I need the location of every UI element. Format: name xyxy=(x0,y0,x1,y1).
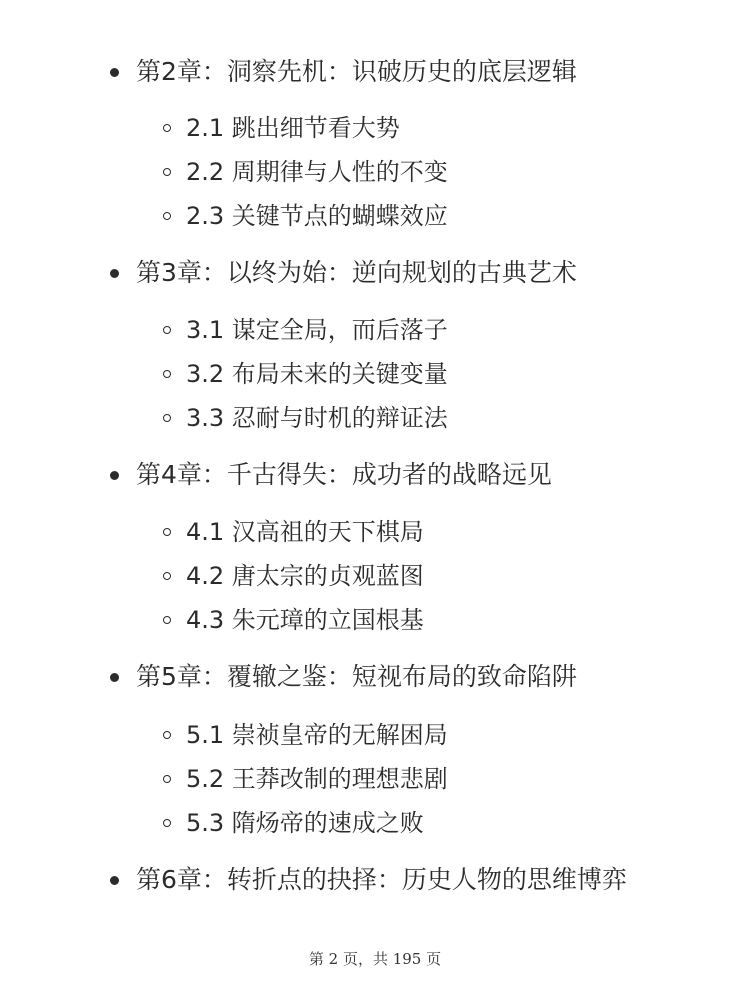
section-item xyxy=(163,715,448,755)
chapter-title: 第3章：以终为始：逆向规划的古典艺术 xyxy=(136,258,577,287)
section-title: 3.3 忍耐与时机的辩证法 xyxy=(186,404,448,432)
section-item xyxy=(163,512,424,552)
section-title: 3.1 谋定全局，而后落子 xyxy=(186,316,448,344)
hollow-bullet-icon xyxy=(163,370,171,378)
hollow-bullet-icon xyxy=(163,326,171,334)
hollow-bullet-icon xyxy=(163,572,171,580)
filled-bullet-icon xyxy=(110,876,119,885)
section-title: 4.2 唐太宗的贞观蓝图 xyxy=(186,562,424,590)
chapter-item xyxy=(110,657,577,697)
hollow-bullet-icon xyxy=(163,168,171,176)
chapter-item xyxy=(110,52,577,92)
hollow-bullet-icon xyxy=(163,775,171,783)
filled-bullet-icon xyxy=(110,269,119,278)
chapter-title: 第2章：洞察先机：识破历史的底层逻辑 xyxy=(136,57,577,86)
section-title: 4.3 朱元璋的立国根基 xyxy=(186,606,424,634)
hollow-bullet-icon xyxy=(163,414,171,422)
hollow-bullet-icon xyxy=(163,124,171,132)
section-item xyxy=(163,354,448,394)
hollow-bullet-icon xyxy=(163,819,171,827)
section-item xyxy=(163,108,400,148)
chapter-item xyxy=(110,455,552,495)
section-item xyxy=(163,759,448,799)
section-item xyxy=(163,556,424,596)
chapter-title: 第6章：转折点的抉择：历史人物的思维博弈 xyxy=(136,865,627,894)
filled-bullet-icon xyxy=(110,673,119,682)
hollow-bullet-icon xyxy=(163,616,171,624)
section-item xyxy=(163,398,448,438)
page-number-footer: 第 2 页，共 195 页 xyxy=(308,950,442,968)
chapter-item xyxy=(110,860,627,900)
chapter-item xyxy=(110,253,577,293)
section-title: 5.2 王莽改制的理想悲剧 xyxy=(186,765,448,793)
section-title: 2.1 跳出细节看大势 xyxy=(186,114,400,142)
section-title: 5.3 隋炀帝的速成之败 xyxy=(186,809,424,837)
section-title: 3.2 布局未来的关键变量 xyxy=(186,360,448,388)
section-item xyxy=(163,196,448,236)
hollow-bullet-icon xyxy=(163,212,171,220)
section-title: 2.2 周期律与人性的不变 xyxy=(186,158,448,186)
section-item xyxy=(163,600,424,640)
section-title: 4.1 汉高祖的天下棋局 xyxy=(186,518,424,546)
hollow-bullet-icon xyxy=(163,528,171,536)
chapter-title: 第5章：覆辙之鉴：短视布局的致命陷阱 xyxy=(136,662,577,691)
chapter-title: 第4章：千古得失：成功者的战略远见 xyxy=(136,460,552,489)
section-title: 5.1 崇祯皇帝的无解困局 xyxy=(186,721,448,749)
filled-bullet-icon xyxy=(110,68,119,77)
section-item xyxy=(163,152,448,192)
section-item xyxy=(163,310,448,350)
filled-bullet-icon xyxy=(110,471,119,480)
section-item xyxy=(163,803,424,843)
hollow-bullet-icon xyxy=(163,731,171,739)
section-title: 2.3 关键节点的蝴蝶效应 xyxy=(186,202,448,230)
